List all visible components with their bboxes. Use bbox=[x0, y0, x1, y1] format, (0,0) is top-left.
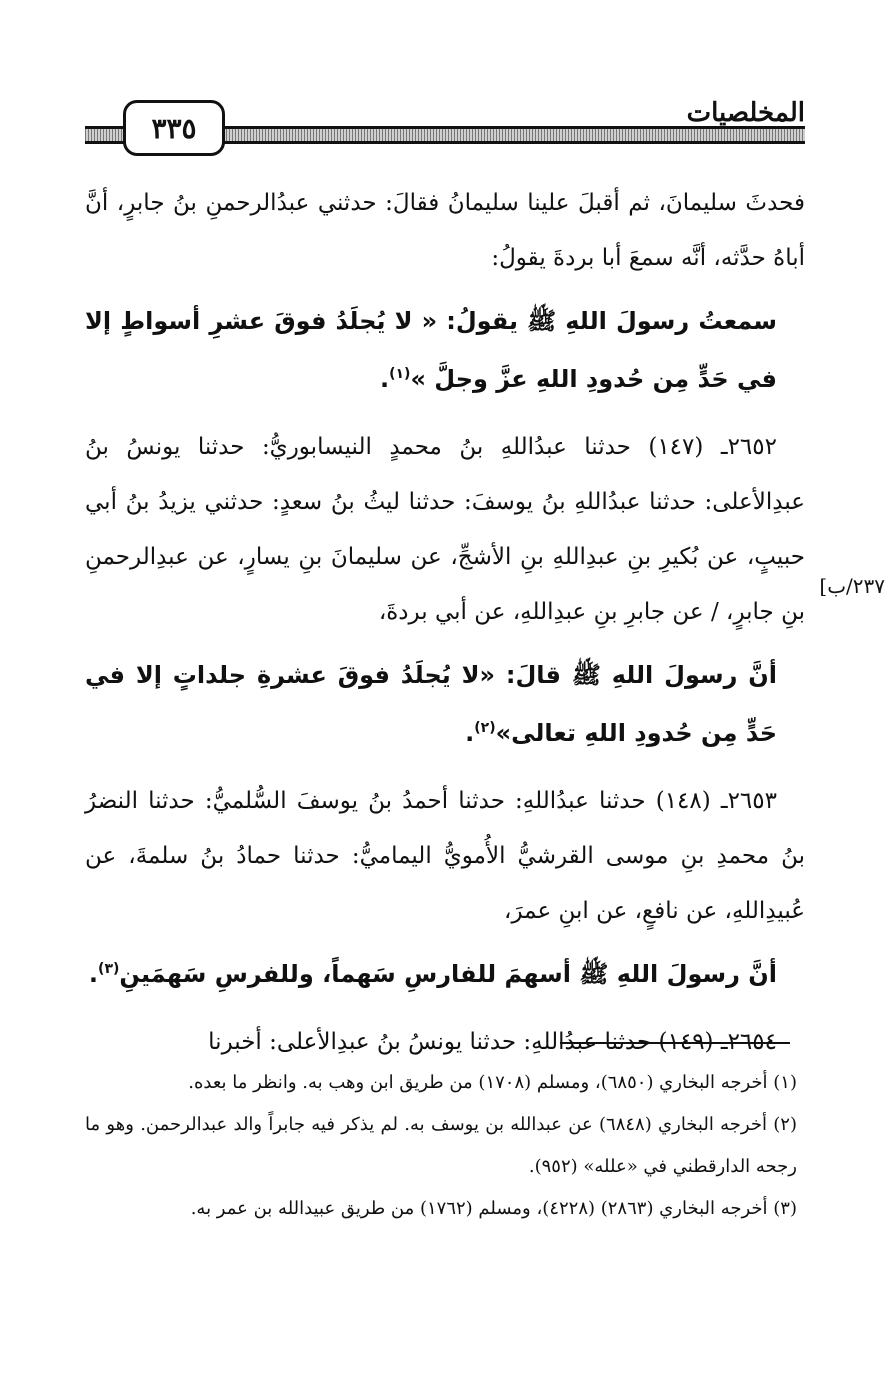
manuscript-folio-note: [٢٣٧/ب bbox=[819, 574, 885, 598]
page-header bbox=[85, 92, 805, 158]
footnotes bbox=[85, 1062, 797, 1230]
footnote-2: (٢) أخرجه البخاري (٦٨٤٨) عن عبدالله بن يوسف به. لم يذكر فيه جابراً والد عبدالرحمن. وهو ما رجحه الدارقطني في «علله» (٩٥٢). bbox=[85, 1114, 797, 1177]
footnote-separator bbox=[560, 1042, 790, 1044]
running-title: المخلصيات bbox=[686, 98, 805, 128]
footnote-3: (٣) أخرجه البخاري (٢٨٦٣) (٤٢٢٨)، ومسلم (١٧٦٢) من طريق عبيدالله بن عمر به. bbox=[190, 1198, 797, 1219]
hadith-2-body: أنَّ رسولَ اللهِ ﷺ قالَ: «لا يُجلَدُ فوقَ عشرةِ جلداتٍ إلا في حَدٍّ مِن حُدودِ اللهِ تعالى» bbox=[85, 661, 777, 747]
hadith-1-body: سمعتُ رسولَ اللهِ ﷺ يقولُ: « لا يُجلَدُ فوقَ عشرِ أسواطٍ إلا في حَدٍّ مِن حُدودِ اللهِ عزَّ وجلَّ » bbox=[85, 307, 777, 393]
isnad-2653: ٢٦٥٣ـ (١٤٨) حدثنا عبدُاللهِ: حدثنا أحمدُ بنُ يوسفَ السُّلميُّ: حدثنا النضرُ بنُ محمدِ بنِ موسى القرشيُّ الأُمويُّ اليماميُّ: حدثنا حمادُ بنُ سلمةَ، عن عُبيدِاللهِ، عن نافعٍ، عن ابنِ عمرَ، bbox=[85, 788, 805, 924]
hadith-text-2: أنَّ رسولَ اللهِ ﷺ قالَ: «لا يُجلَدُ فوقَ عشرةِ جلداتٍ إلا في حَدٍّ مِن حُدودِ اللهِ تعالى»$^{(٢)}$. bbox=[85, 661, 777, 747]
hadith-text-3: أنَّ رسولَ اللهِ ﷺ أسهمَ للفارسِ سَهماً، وللفرسِ سَهمَينِ$^{(٣)}$. bbox=[88, 960, 777, 988]
hadith-3-body: أنَّ رسولَ اللهِ ﷺ أسهمَ للفارسِ سَهماً، وللفرسِ سَهمَينِ bbox=[119, 960, 777, 988]
isnad-2652: ٢٦٥٢ـ (١٤٧) حدثنا عبدُاللهِ بنُ محمدٍ النيسابوريُّ: حدثنا يونسُ بنُ عبدِالأعلى: حدثنا عبدُاللهِ بنُ يوسفَ: حدثنا ليثُ بنُ سعدٍ: حدثني يزيدُ بنُ أبي حبيبٍ، عن بُكيرِ بنِ عبدِاللهِ بنِ الأشجِّ، عن سليمانَ بنِ يسارٍ، عن عبدِالرحمنِ بنِ جابرٍ، / عن جابرِ بنِ عبدِاللهِ، عن أبي بردةَ، bbox=[85, 434, 805, 625]
main-text bbox=[85, 176, 805, 1070]
footnote-ref-3: (٣) bbox=[98, 961, 120, 977]
hadith-text-1: سمعتُ رسولَ اللهِ ﷺ يقولُ: « لا يُجلَدُ فوقَ عشرِ أسواطٍ إلا في حَدٍّ مِن حُدودِ اللهِ عزَّ وجلَّ »$^{(١)}$. bbox=[85, 307, 777, 393]
footnote-ref-2: (٢) bbox=[474, 720, 496, 736]
footnote-ref-1: (١) bbox=[389, 366, 411, 382]
isnad-2654: ٢٦٥٤ـ (١٤٩) حدثنا عبدُاللهِ: حدثنا يونسُ بنُ عبدِالأعلى: أخبرنا bbox=[208, 1029, 777, 1055]
paragraph-continuation: فحدثَ سليمانَ، ثم أقبلَ علينا سليمانُ فقالَ: حدثني عبدُالرحمنِ بنُ جابرٍ، أنَّ أباهُ حدَّثه، أنَّه سمعَ أبا بردةَ يقولُ: bbox=[85, 190, 805, 271]
footnote-1: (١) أخرجه البخاري (٦٨٥٠)، ومسلم (١٧٠٨) من طريق ابن وهب به. وانظر ما بعده. bbox=[188, 1072, 797, 1093]
page-number: ٣٣٥ bbox=[123, 100, 225, 156]
